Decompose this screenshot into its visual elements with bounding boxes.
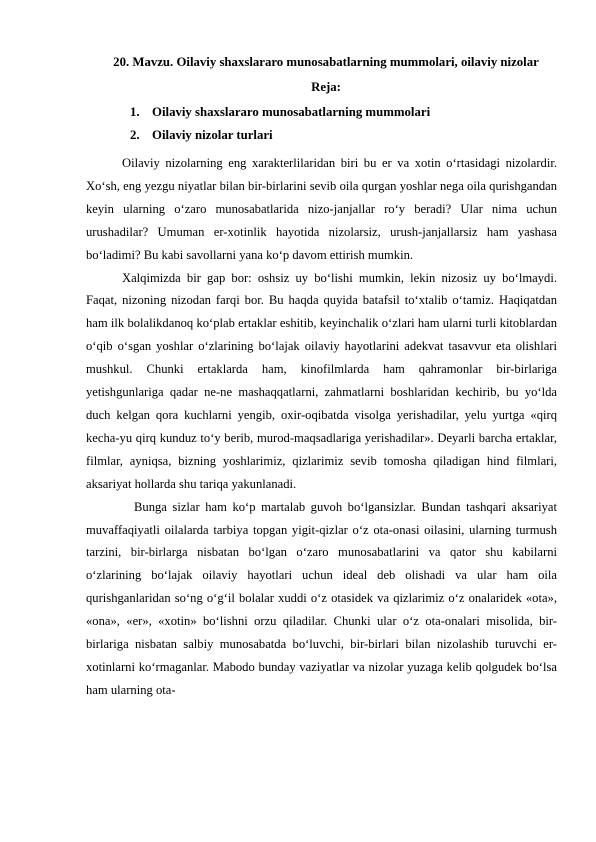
plan-item-number: 2.: [130, 128, 140, 142]
paragraph: Xalqimizda bir gap bor: oshsiz uy bo‘lishi mumkin, lekin nizosiz uy bo‘lmaydi. Faqat, nizoning nizodan farqi bor. Bu haqda quyida batafsil to‘xtalib o‘tamiz. Haqiqatdan ham ilk bolalikdanoq ko‘plab ertaklar eshitib, keyinchalik o‘zlari ham ularni turli kitoblardan o‘qib o‘sgan yoshlar o‘zlarining bo‘lajak oilaviy hayotlarini adekvat tasavvur eta olishlari mushkul. Chunki ertaklarda ham, kinofilmlarda ham qahramonlar bir-birlariga yetishgunlariga qadar ne-ne mashaqqatlarni, zahmatlarni boshlaridan kechirib, bu yo‘lda duch kelgan qora kuchlarni yengib, oxir-oqibatda visolga yerishadilar, yelu yurtga «qirq kecha-yu qirq kunduz to‘y berib, murod-maqsadlariga yerishadilar». Deyarli barcha ertaklar, filmlar, ayniqsa, bizning yoshlarimiz, qizlarimiz sevib tomosha qiladigan hind filmlari, aksariyat hollarda shu tariqa yakunlanadi.: [86, 270, 557, 491]
document-title: 20. Mavzu. Oilaviy shaxslararo munosabatlarning mummolari, oilaviy nizolar: [113, 55, 539, 69]
plan-item: [130, 127, 430, 150]
paragraph: Oilaviy nizolarning eng xarakterlilaridan biri bu er va xotin o‘rtasidagi nizolardir. Xo‘sh, eng yezgu niyatlar bilan bir-birlarini sevib oila qurgan yoshlar nega oila qurishgandan keyin ularning o‘zaro munosabatlarida nizo-janjallar ro‘y beradi? Ular nima uchun urushadilar? Umuman er-xotinlik hayotida nizolarsiz, urush-janjallarsiz ham yashasa bo‘ladimi? Bu kabi savollarni yana ko‘p davom ettirish mumkin.: [86, 156, 557, 262]
plan-item-number: 1.: [130, 105, 140, 119]
paragraph: Bunga sizlar ham ko‘p martalab guvoh bo‘lgansizlar. Bundan tashqari aksariyat muvaffaqiyatli oilalarda tarbiya topgan yigit-qizlar o‘z ota-onasi oilasini, ularning turmush tarzini, bir-birlarga nisbatan bo‘lgan o‘zaro munosabatlarini va qator shu kabilarni o‘zlarining bo‘lajak oilaviy hayotlari uchun ideal deb olishadi va ular ham oila qurishganlaridan so‘ng o‘g‘il bolalar xuddi o‘z otasidek va qizlarimiz o‘z onalaridek «ota», «ona», «er», «xotin» bo‘lishni orzu qiladilar. Chunki ular o‘z ota-onalari misolida, bir-birlariga nisbatan salbiy munosabatda bo‘luvchi, bir-birlari bilan nizolashib turuvchi er-xotinlarni ko‘rmaganlar. Mabodo bunday vaziyatlar va nizolar yuzaga kelib qolgudek bo‘lsa ham ularning ota-: [86, 499, 557, 697]
body-text: [86, 152, 557, 702]
plan-item-text: Oilaviy shaxslararo munosabatlarning mummolari: [152, 105, 431, 119]
plan-item-text: Oilaviy nizolar turlari: [152, 128, 273, 142]
plan-list: [130, 104, 430, 150]
plan-heading: Reja:: [311, 80, 341, 94]
plan-item: [130, 104, 430, 127]
